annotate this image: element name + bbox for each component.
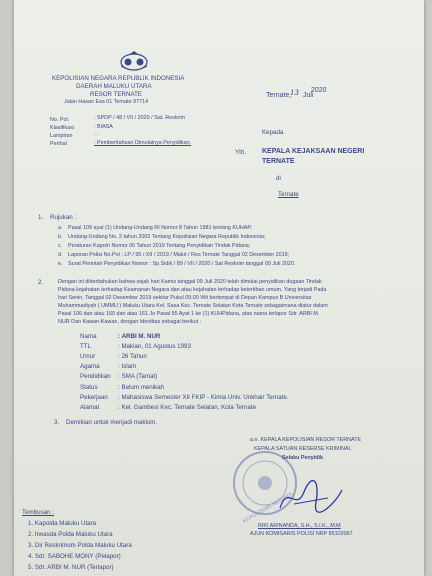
recipient-kepada: Kepada [262,129,284,136]
recipient-name: KEPALA KEJAKSAAN NEGERI [262,148,365,155]
identity-value: : ARBI M. NUR [118,333,161,340]
date-day: 13 [290,89,299,97]
meta-value: : BIASA [94,124,113,130]
meta-label: Lampiran [50,133,73,139]
signer-name: RIKI ARINANDA, S.H., S.I.K., M.M [258,523,341,529]
identity-value: : Makian, 01 Agustus 1993 [118,343,191,350]
identity-value: : Kel. Gambesi Kec. Ternate Selatan, Kota Ternate [118,404,257,411]
section-3-number: 3. [54,419,60,426]
signer-rank: AJUN KOMISARIS POLISI NRP 85102067 [250,531,353,537]
signature-line-1: a.n. KEPALA KEPOLISIAN RESOR TERNATE [250,437,362,443]
cc-item: 5. Sdr. ARBI M. NUR (Terlapor) [28,564,114,571]
meta-label: No. Pol. [50,117,70,123]
identity-label: Agama [80,363,100,370]
identity-value-text: Mahasiswa Semester XII FKIP - Kimia Univ. Unkhair Ternate. [121,394,289,401]
rujukan-item: Laporan Polisi No.Pol : LP / 95 / XII / 2019 / Malut / Res Ternate Tanggal 02 Desember 2019; [68,252,290,258]
identity-value-text: Kel. Gambesi Kec. Ternate Selatan, Kota Ternate [121,404,257,411]
identity-value-text: Belum menikah [121,384,165,391]
meta-value: : - [94,132,99,138]
body-line: Dengan ini diberitahukan bahwa sejak hari Kamis tanggal 09 Juli 2020 telah dimulai penyidikan dugaan Tindak [58,279,322,285]
body-line: Muhammadiyah ( UMMU ) Maluku Utara Kel. Sasa Kec. Ternate Selatan Kota Ternate sebagaimana diatur dalam [58,303,328,309]
signature-line-3: Selaku Penyidik [282,455,324,461]
body-line: Pasal 106 dan atau 160 dan atau 161 Jo Pasal 55 Ayat 1 ke (1) KUHPidana, atas nama terlapor Sdr. ARBI M. [58,311,320,317]
identity-value: : SMA (Tamat) [118,373,158,380]
rujukan-key: d. [58,252,63,258]
identity-value-text: Islam [121,363,137,370]
meta-label: Perihal [50,141,67,147]
section-3-text: Demikian untuk menjadi maklum. [66,419,158,426]
recipient-yth: Yth. [235,149,247,156]
cc-item: 3. Dir Reskrimum Polda Maluku Utara [28,542,132,549]
org-address: Jalan Hasan Esa 01 Ternate 97714 [64,99,149,105]
identity-label: Pendidikan [80,373,111,380]
body-line: NUR Dan Kawan-Kawan, dengan Identitas sebagai berikut : [58,319,202,325]
identity-label: Pekerjaan [80,394,108,401]
rujukan-item: Undang-Undang No. 2 tahun 2002 Tentang Kepolisian Negara Republik Indonesia; [68,234,266,240]
identity-label: Alamat [80,404,100,411]
cc-title: Tembusan : [22,509,54,516]
section-1-title: Rujukan : [50,214,77,221]
cc-item: 1. Kapolda Maluku Utara [28,520,97,527]
rujukan-item: Pasal 109 ayat (1) Undang-Undang RI Nomor 8 Tahun 1981 tentang KUHAP; [68,225,253,231]
org-line-1: KEPOLISIAN NEGARA REPUBLIK INDONESIA [52,75,185,82]
rujukan-item: Surat Perintah Penyidikan Nomor : Sp.Sidik / 89 / VII / 2020 / Sat Reskrim tanggal 09 Juli 2020. [68,261,296,267]
identity-value-text: SMA (Tamat) [121,373,158,380]
cc-item: 2. Irwasda Polda Maluku Utara [28,531,113,538]
meta-value: : SPDP / 48 / VII / 2020 / Sat. Reskrim [94,115,185,121]
stamp-text: KEPOLISIAN NEGARA [241,491,294,525]
identity-value: : Islam [118,363,137,370]
identity-label: Nama [80,333,97,340]
recipient-di: di [276,175,281,182]
rujukan-item: Peraturan Kapolri Nomor 06 Tahun 2019 Tentang Penyidikan Tindak Pidana; [68,243,251,249]
identity-label: Umur [80,353,96,360]
cc-item: 4. Sdr. SABOHE MONY (Pelapor) [28,553,121,560]
section-2-number: 2. [38,279,44,286]
rujukan-key: c. [58,243,63,249]
identity-value-text: ARBI M. NUR [121,333,161,340]
rujukan-key: b. [58,234,63,240]
org-line-2: DAERAH MALUKU UTARA [76,83,152,90]
recipient-city: Ternate [278,191,299,198]
identity-value: : Mahasiswa Semester XII FKIP - Kimia Univ. Unkhair Ternate. [118,394,289,401]
police-emblem-icon [114,50,154,72]
body-line: hari Senin, Tanggal 02 Desember 2019 sekitar Pukul 09.00 Wit bertempat di Depan Kampus B Universitas [58,295,312,301]
recipient-name-2: TERNATE [262,158,295,165]
place: Ternate, [266,92,292,99]
date-year: 2020 [311,87,327,94]
signature-line-2: KEPALA SATUAN RESERSE KRIMINAL [254,446,352,452]
identity-label: TTL [80,343,92,350]
identity-value: : 26 Tahun [118,353,147,360]
meta-value: : Pemberitahuan Dimulainya Penyidikan. [94,140,192,146]
meta-label: Klasifikasi [50,125,74,131]
identity-label: Status [80,384,98,391]
body-line: Pidana kejahatan terhadap Keamanan Negara dan atau kejahatan terhadap ketertiban umum, Yang terjadi Pada [58,287,327,293]
org-line-3: RESOR TERNATE [90,91,143,98]
letter-page [14,0,424,576]
identity-value-text: 26 Tahun [121,353,147,360]
rujukan-key: e. [58,261,63,267]
identity-value: : Belum menikah [118,384,165,391]
date-month: Juli [303,92,314,99]
rujukan-key: a. [58,225,63,231]
handwritten-signature-icon [276,478,346,518]
section-1-number: 1. [38,214,44,221]
identity-value-text: Makian, 01 Agustus 1993 [121,343,191,350]
